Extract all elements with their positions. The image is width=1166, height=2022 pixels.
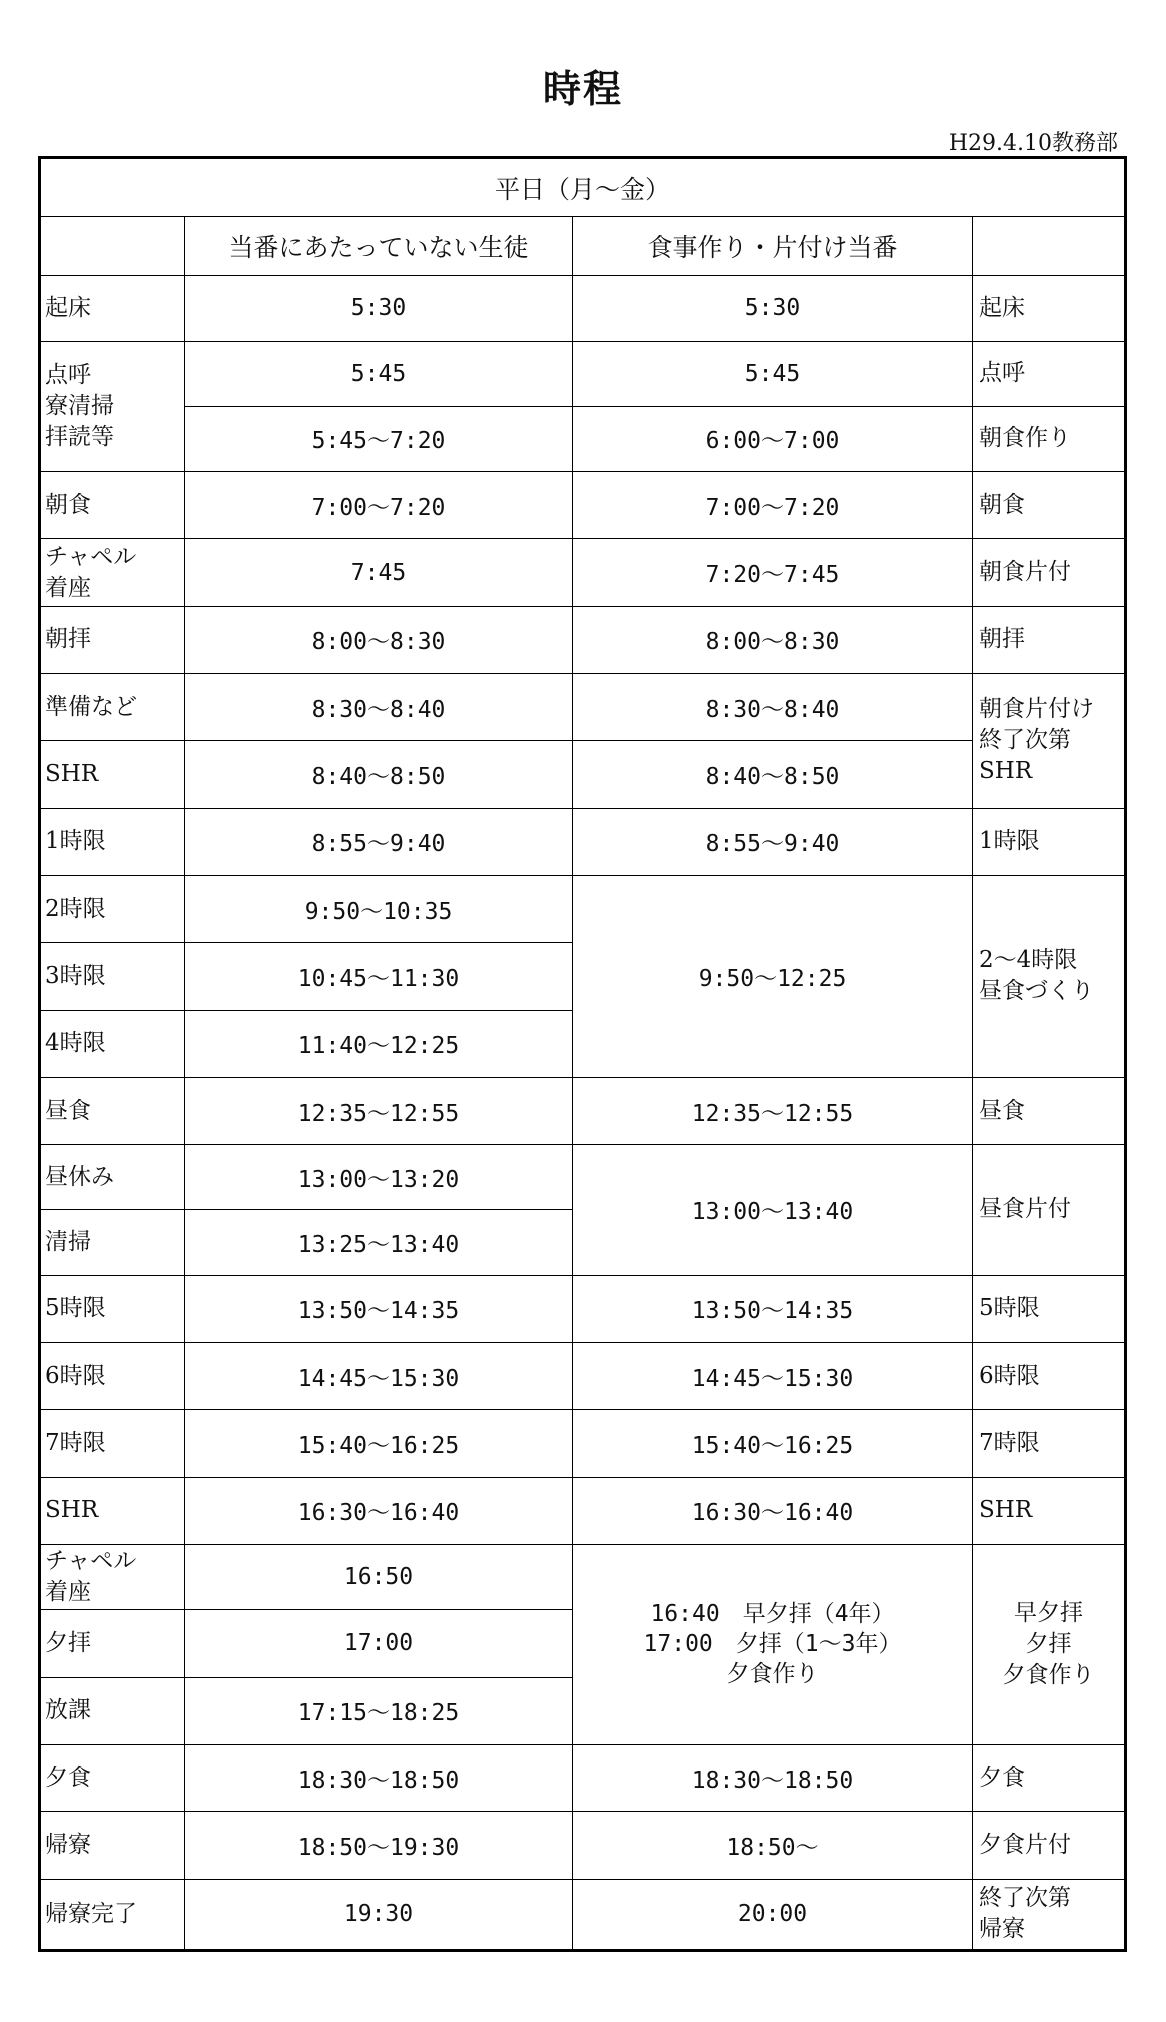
row-label: 準備など [40, 674, 185, 741]
duty-time: 12:35～12:55 [573, 1077, 973, 1144]
nonduty-time: 18:30～18:50 [185, 1744, 573, 1811]
row-label: 5時限 [40, 1275, 185, 1342]
table-row [40, 808, 1126, 875]
duty-note: 2～4時限 昼食づくり [973, 875, 1126, 1077]
table-row [40, 1145, 1126, 1210]
row-label: 朝食 [40, 472, 185, 539]
duty-time: 16:40 早夕拝（4年） 17:00 夕拝（1～3年） 夕食作り [573, 1544, 973, 1744]
duty-note: 昼食片付 [973, 1145, 1126, 1276]
header-nonduty: 当番にあたっていない生徒 [185, 217, 573, 276]
row-label: 4時限 [40, 1010, 185, 1077]
duty-note: 6時限 [973, 1343, 1126, 1410]
row-label: 昼食 [40, 1077, 185, 1144]
nonduty-time: 16:30～16:40 [185, 1477, 573, 1544]
duty-note: 昼食 [973, 1077, 1126, 1144]
row-label: 夕拝 [40, 1610, 185, 1677]
table-row [40, 1077, 1126, 1144]
duty-time: 20:00 [573, 1879, 973, 1951]
duty-note: 早夕拝 夕拝 夕食作り [973, 1544, 1126, 1744]
duty-time: 13:50～14:35 [573, 1275, 973, 1342]
nonduty-time: 8:55～9:40 [185, 808, 573, 875]
duty-note: 起床 [973, 276, 1126, 341]
nonduty-time: 10:45～11:30 [185, 943, 573, 1010]
table-row [40, 1879, 1126, 1951]
table-row [40, 1544, 1126, 1609]
row-label: チャペル 着座 [40, 539, 185, 606]
nonduty-time: 13:50～14:35 [185, 1275, 573, 1342]
row-label: 3時限 [40, 943, 185, 1010]
duty-time: 8:55～9:40 [573, 808, 973, 875]
schedule-table [38, 156, 1127, 1952]
table-row [40, 1410, 1126, 1477]
nonduty-time: 18:50～19:30 [185, 1812, 573, 1879]
duty-note: 7時限 [973, 1410, 1126, 1477]
duty-time: 8:00～8:30 [573, 606, 973, 673]
duty-time: 14:45～15:30 [573, 1343, 973, 1410]
duty-note: 朝食作り [973, 406, 1126, 471]
table-row [40, 1744, 1126, 1811]
header-blank-left [40, 217, 185, 276]
duty-note: 朝食片付け 終了次第 SHR [973, 674, 1126, 809]
nonduty-time: 9:50～10:35 [185, 875, 573, 942]
table-row [40, 741, 1126, 808]
header-blank-right [973, 217, 1126, 276]
table-row [40, 875, 1126, 942]
nonduty-time: 17:15～18:25 [185, 1677, 573, 1744]
nonduty-time: 12:35～12:55 [185, 1077, 573, 1144]
nonduty-time: 19:30 [185, 1879, 573, 1951]
duty-note: 朝食片付 [973, 539, 1126, 606]
header-duty: 食事作り・片付け当番 [573, 217, 973, 276]
table-row [40, 1477, 1126, 1544]
duty-time: 7:00～7:20 [573, 472, 973, 539]
duty-note: 点呼 [973, 341, 1126, 406]
duty-note: 終了次第 帰寮 [973, 1879, 1126, 1951]
nonduty-time: 8:40～8:50 [185, 741, 573, 808]
table-row [40, 1275, 1126, 1342]
nonduty-time: 5:45～7:20 [185, 406, 573, 471]
duty-note: 朝拝 [973, 606, 1126, 673]
table-row [40, 472, 1126, 539]
nonduty-time: 7:45 [185, 539, 573, 606]
duty-time: 6:00～7:00 [573, 406, 973, 471]
duty-note: 夕食 [973, 1744, 1126, 1811]
table-row [40, 1812, 1126, 1879]
table-row [40, 606, 1126, 673]
duty-note: 夕食片付 [973, 1812, 1126, 1879]
nonduty-time: 7:00～7:20 [185, 472, 573, 539]
duty-time: 15:40～16:25 [573, 1410, 973, 1477]
row-label: 1時限 [40, 808, 185, 875]
row-label: SHR [40, 741, 185, 808]
duty-time: 8:40～8:50 [573, 741, 973, 808]
duty-time: 5:30 [573, 276, 973, 341]
row-label: 起床 [40, 276, 185, 341]
duty-time: 18:50～ [573, 1812, 973, 1879]
duty-time: 5:45 [573, 341, 973, 406]
duty-time: 18:30～18:50 [573, 1744, 973, 1811]
duty-time: 7:20～7:45 [573, 539, 973, 606]
nonduty-time: 8:00～8:30 [185, 606, 573, 673]
duty-time: 9:50～12:25 [573, 875, 973, 1077]
duty-time: 13:00～13:40 [573, 1145, 973, 1276]
duty-note: 朝食 [973, 472, 1126, 539]
table-row [40, 406, 1126, 471]
table-row [40, 1343, 1126, 1410]
nonduty-time: 13:25～13:40 [185, 1210, 573, 1275]
row-label: 帰寮 [40, 1812, 185, 1879]
table-row [40, 674, 1126, 741]
row-label: 帰寮完了 [40, 1879, 185, 1951]
row-label: 清掃 [40, 1210, 185, 1275]
row-label: 夕食 [40, 1744, 185, 1811]
row-label: 点呼 寮清掃 拝読等 [40, 341, 185, 472]
row-label: 6時限 [40, 1343, 185, 1410]
duty-note: 1時限 [973, 808, 1126, 875]
row-label: 朝拝 [40, 606, 185, 673]
duty-note: 5時限 [973, 1275, 1126, 1342]
weekday-header: 平日（月～金） [40, 158, 1126, 217]
nonduty-time: 17:00 [185, 1610, 573, 1677]
duty-time: 16:30～16:40 [573, 1477, 973, 1544]
duty-time: 8:30～8:40 [573, 674, 973, 741]
row-label: SHR [40, 1477, 185, 1544]
nonduty-time: 16:50 [185, 1544, 573, 1609]
page-title: 時程 [542, 66, 623, 111]
nonduty-time: 5:30 [185, 276, 573, 341]
table-row [40, 539, 1126, 606]
row-label: チャペル 着座 [40, 1544, 185, 1609]
nonduty-time: 15:40～16:25 [185, 1410, 573, 1477]
nonduty-time: 13:00～13:20 [185, 1145, 573, 1210]
row-label: 7時限 [40, 1410, 185, 1477]
header-row-day [40, 158, 1126, 217]
nonduty-time: 8:30～8:40 [185, 674, 573, 741]
header-row-columns [40, 217, 1126, 276]
row-label: 放課 [40, 1677, 185, 1744]
duty-note: SHR [973, 1477, 1126, 1544]
nonduty-time: 11:40～12:25 [185, 1010, 573, 1077]
document-date-dept: H29.4.10教務部 [948, 131, 1118, 156]
row-label: 昼休み [40, 1145, 185, 1210]
table-row [40, 276, 1126, 341]
nonduty-time: 5:45 [185, 341, 573, 406]
nonduty-time: 14:45～15:30 [185, 1343, 573, 1410]
table-row [40, 341, 1126, 406]
row-label: 2時限 [40, 875, 185, 942]
